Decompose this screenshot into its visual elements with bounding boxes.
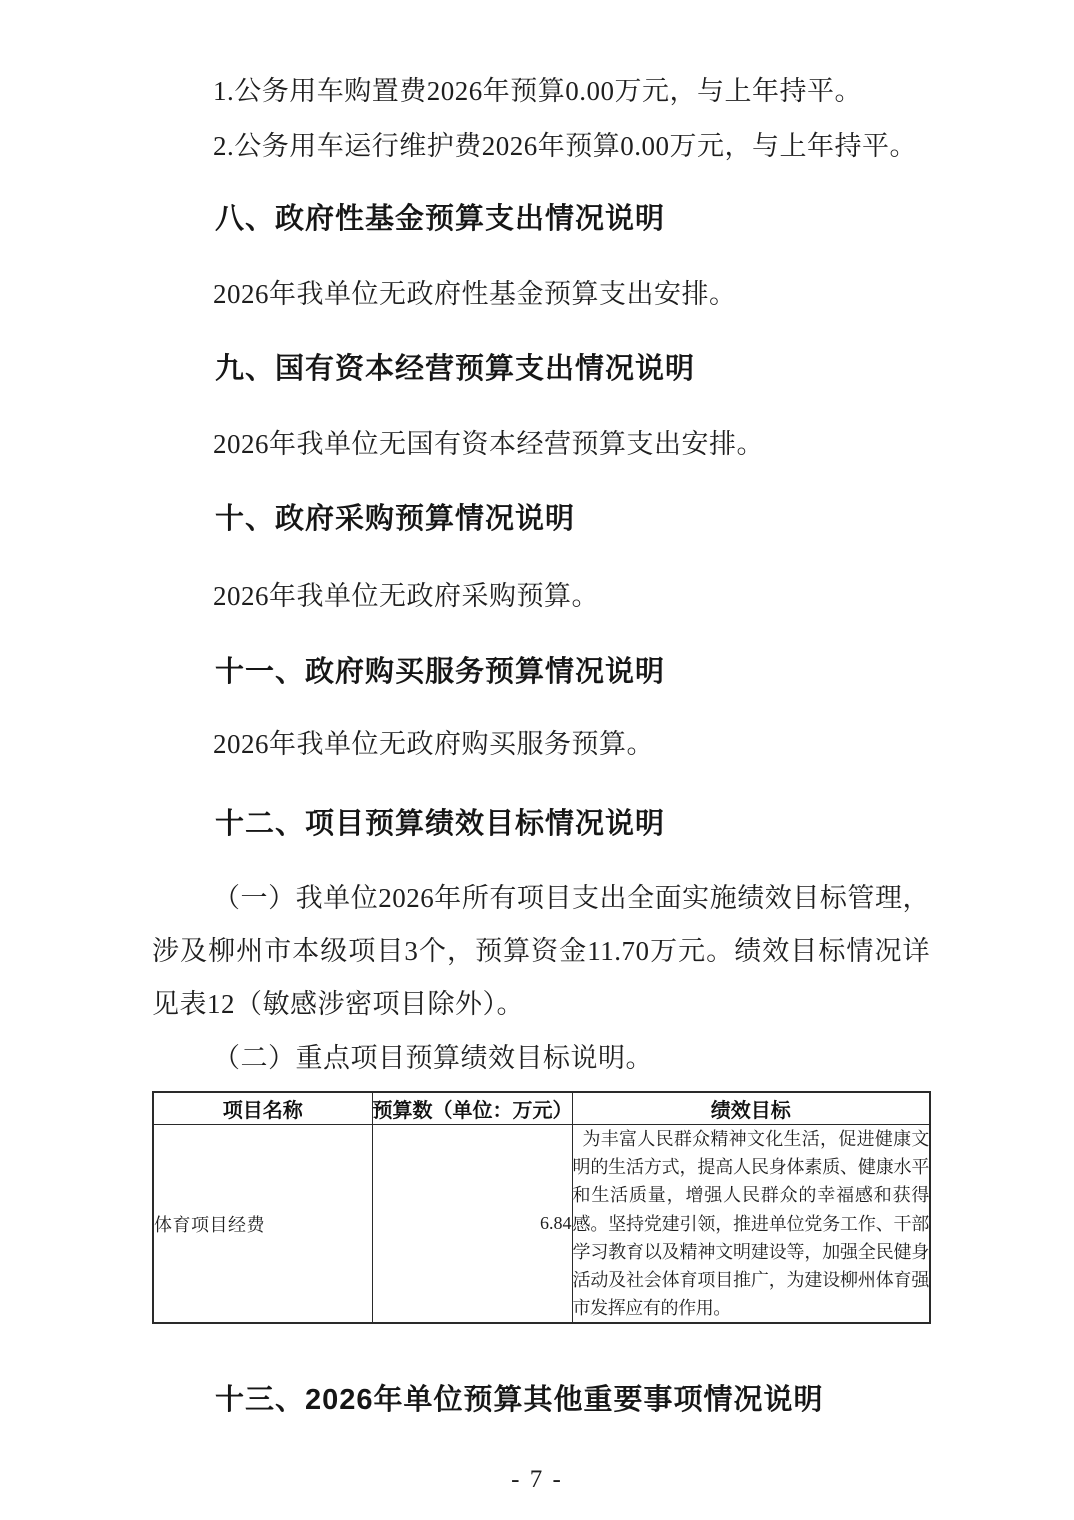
list-item-vehicle-purchase: 1.公务用车购置费2026年预算0.00万元，与上年持平。	[213, 76, 862, 106]
cell-budget-amount: 6.84	[372, 1125, 572, 1324]
page-content	[152, 0, 930, 1421]
section-paragraph-purchased-services: 2026年我单位无政府购买服务预算。	[213, 729, 654, 759]
table-row	[153, 1125, 930, 1324]
list-item-vehicle-maintenance: 2.公务用车运行维护费2026年预算0.00万元，与上年持平。	[213, 131, 917, 161]
page-number: - 7 -	[511, 1466, 563, 1493]
section-heading-other-matters: 十三、2026年单位预算其他重要事项情况说明	[215, 1384, 824, 1417]
performance-goal-table	[152, 1091, 931, 1324]
column-header-budget-amount: 预算数（单位：万元）	[372, 1092, 572, 1125]
section-heading-government-funds: 八、政府性基金预算支出情况说明	[215, 203, 666, 235]
section-heading-performance-goals: 十二、项目预算绩效目标情况说明	[215, 808, 666, 840]
section-heading-state-capital: 九、国有资本经营预算支出情况说明	[215, 353, 696, 385]
section-heading-purchased-services: 十一、政府购买服务预算情况说明	[215, 656, 666, 688]
section-paragraph-key-projects: （二）重点项目预算绩效目标说明。	[213, 1043, 653, 1073]
section-paragraph-performance-overview: （一）我单位2026年所有项目支出全面实施绩效目标管理，涉及柳州市本级项目3个，预算资金11.70万元。绩效目标情况详见表12（敏感涉密项目除外）。	[152, 883, 930, 1019]
table-header-row	[153, 1092, 930, 1125]
section-paragraph-government-funds: 2026年我单位无政府性基金预算支出安排。	[213, 279, 737, 309]
cell-project-name: 体育项目经费	[153, 1125, 372, 1324]
column-header-project-name: 项目名称	[153, 1092, 372, 1125]
cell-performance-goal: 为丰富人民群众精神文化生活，促进健康文明的生活方式，提高人民身体素质、健康水平和生活质量，增强人民群众的幸福感和获得感。坚持党建引领，推进单位党务工作、干部学习教育以及精神文明建设等，加强全民健身活动及社会体育项目推广，为建设柳州体育强市发挥应有的作用。	[572, 1125, 930, 1324]
section-paragraph-state-capital: 2026年我单位无国有资本经营预算支出安排。	[213, 429, 764, 459]
section-heading-procurement: 十、政府采购预算情况说明	[215, 503, 576, 535]
column-header-performance-goal: 绩效目标	[572, 1092, 930, 1125]
section-paragraph-procurement: 2026年我单位无政府采购预算。	[213, 581, 599, 611]
